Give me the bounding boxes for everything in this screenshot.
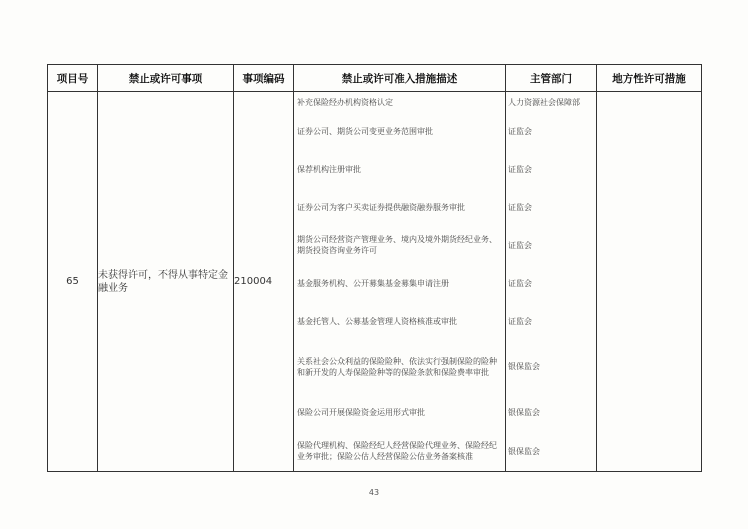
department-item: 人力资源社会保障部 bbox=[508, 97, 580, 107]
measures-cell bbox=[294, 92, 506, 472]
measure-item: 保荐机构注册审批 bbox=[297, 164, 361, 174]
department-item: 银保监会 bbox=[508, 446, 540, 456]
table-header-row bbox=[48, 65, 702, 92]
measure-item: 补充保险经办机构资格认定 bbox=[297, 97, 393, 107]
measure-item: 保险公司开展保险资金运用形式审批 bbox=[297, 407, 425, 417]
department-item: 证监会 bbox=[508, 316, 532, 326]
departments-cell bbox=[506, 92, 597, 472]
item-code-cell: 210004 bbox=[234, 92, 294, 472]
header-department: 主管部门 bbox=[506, 65, 597, 92]
header-project-no: 项目号 bbox=[48, 65, 98, 92]
license-measures-table bbox=[47, 64, 702, 472]
measure-item: 证券公司为客户买卖证券提供融资融券服务审批 bbox=[297, 202, 465, 212]
measure-item: 基金托管人、公募基金管理人资格核准或审批 bbox=[297, 316, 457, 326]
department-item: 银保监会 bbox=[508, 362, 540, 371]
header-code: 事项编码 bbox=[234, 65, 294, 92]
measure-item: 保险代理机构、保险经纪人经营保险代理业务、保险经纪业务审批；保险公估人经营保险公估业务备案核准 bbox=[297, 441, 497, 461]
department-item: 银保监会 bbox=[508, 407, 540, 417]
measure-item: 基金服务机构、公开募集基金募集申请注册 bbox=[297, 278, 449, 288]
department-item: 证监会 bbox=[508, 278, 532, 288]
department-item: 证监会 bbox=[508, 202, 532, 212]
table-row bbox=[48, 92, 702, 472]
measure-item: 关系社会公众利益的保险险种、依法实行强制保险的险种和新开发的人寿保险险种等的保险条款和保险费率审批 bbox=[297, 356, 497, 377]
header-measures: 禁止或许可准入措施描述 bbox=[294, 65, 506, 92]
header-item: 禁止或许可事项 bbox=[98, 65, 234, 92]
project-number-cell: 65 bbox=[48, 92, 98, 472]
measure-item: 证券公司、期货公司变更业务范围审批 bbox=[297, 126, 433, 136]
local-measures-cell bbox=[597, 92, 702, 472]
department-item: 证监会 bbox=[508, 240, 532, 250]
item-description-cell: 未获得许可，不得从事特定金融业务 bbox=[98, 92, 234, 472]
measure-item: 期货公司经营资产管理业务、境内及境外期货经纪业务、期货投资咨询业务许可 bbox=[297, 235, 497, 255]
page-number: 43 bbox=[368, 488, 380, 497]
department-item: 证监会 bbox=[508, 126, 532, 136]
department-item: 证监会 bbox=[508, 164, 532, 174]
header-local-measures: 地方性许可措施 bbox=[597, 65, 702, 92]
